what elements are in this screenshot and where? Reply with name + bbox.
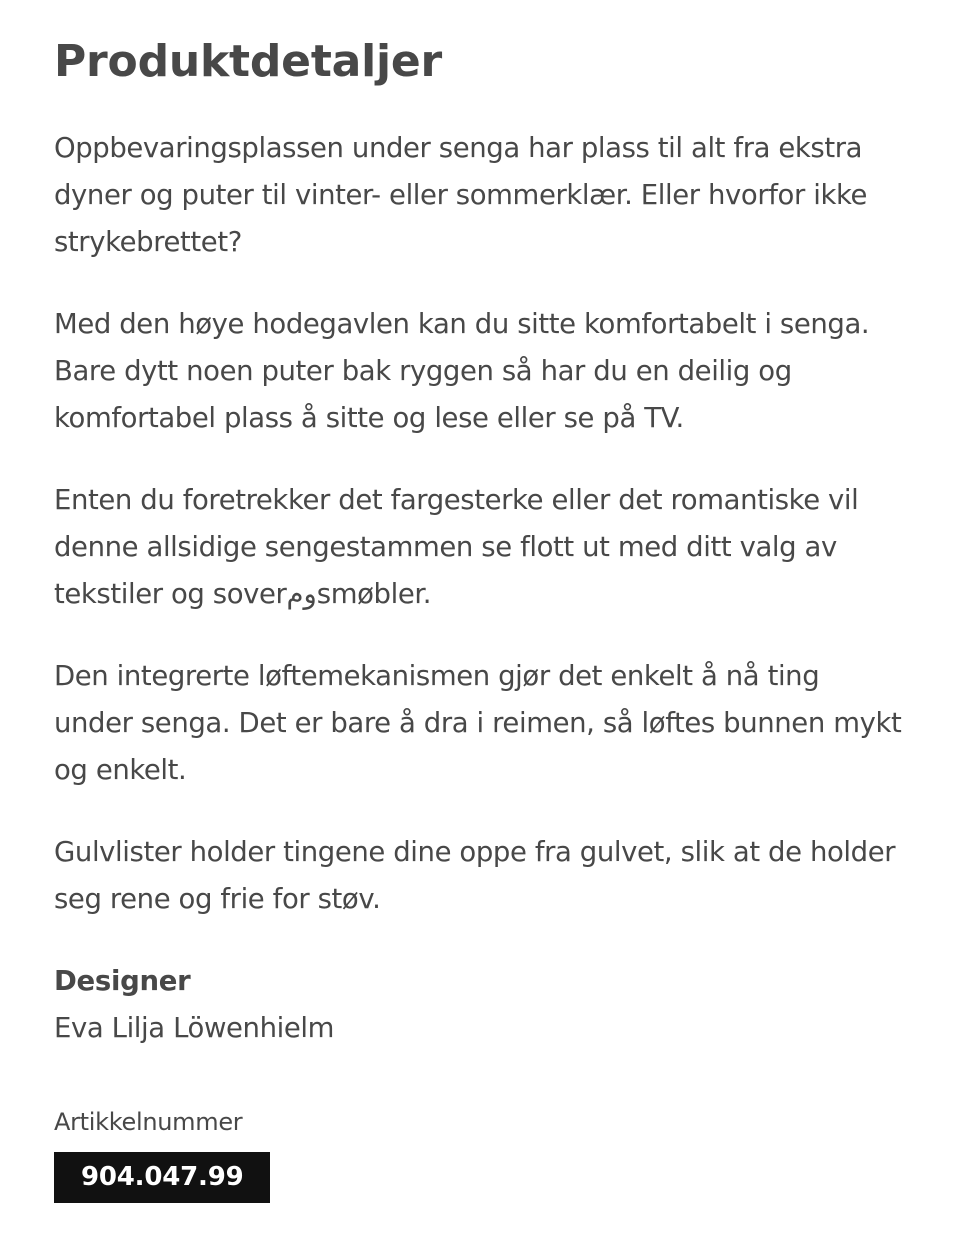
description-paragraph-2: Med den høye hodegavlen kan du sitte komfortabelt i senga. Bare dytt noen puter bak ryggen så har du en deilig og komfortabel plass å sitte og lese eller se på TV. [54,308,870,434]
description-paragraph-4: Den integrerte løftemekanismen gjør det enkelt å nå ting under senga. Det er bare å dra i reimen, så løftes bunnen mykt og enkelt. [54,660,902,786]
designer-label: Designer [54,965,191,997]
description-paragraph-3: Enten du foretrekker det fargesterke eller det romantiske vil denne allsidige sengestammen se flott ut med ditt valg av tekstiler og soverومsmøbler. [54,484,859,610]
designer-name: Eva Lilja Löwenhielm [54,1012,334,1044]
description-paragraph-1: Oppbevaringsplassen under senga har plass til alt fra ekstra dyner og puter til vinter- eller sommerklær. Eller hvorfor ikke strykebrettet? [54,132,868,258]
description-paragraph-5: Gulvlister holder tingene dine oppe fra gulvet, slik at de holder seg rene og frie for støv. [54,836,896,915]
article-number-label: Artikkelnummer [54,1108,243,1136]
article-number-badge: 904.047.99 [54,1152,270,1203]
page-title: Produktdetaljer [54,36,443,87]
